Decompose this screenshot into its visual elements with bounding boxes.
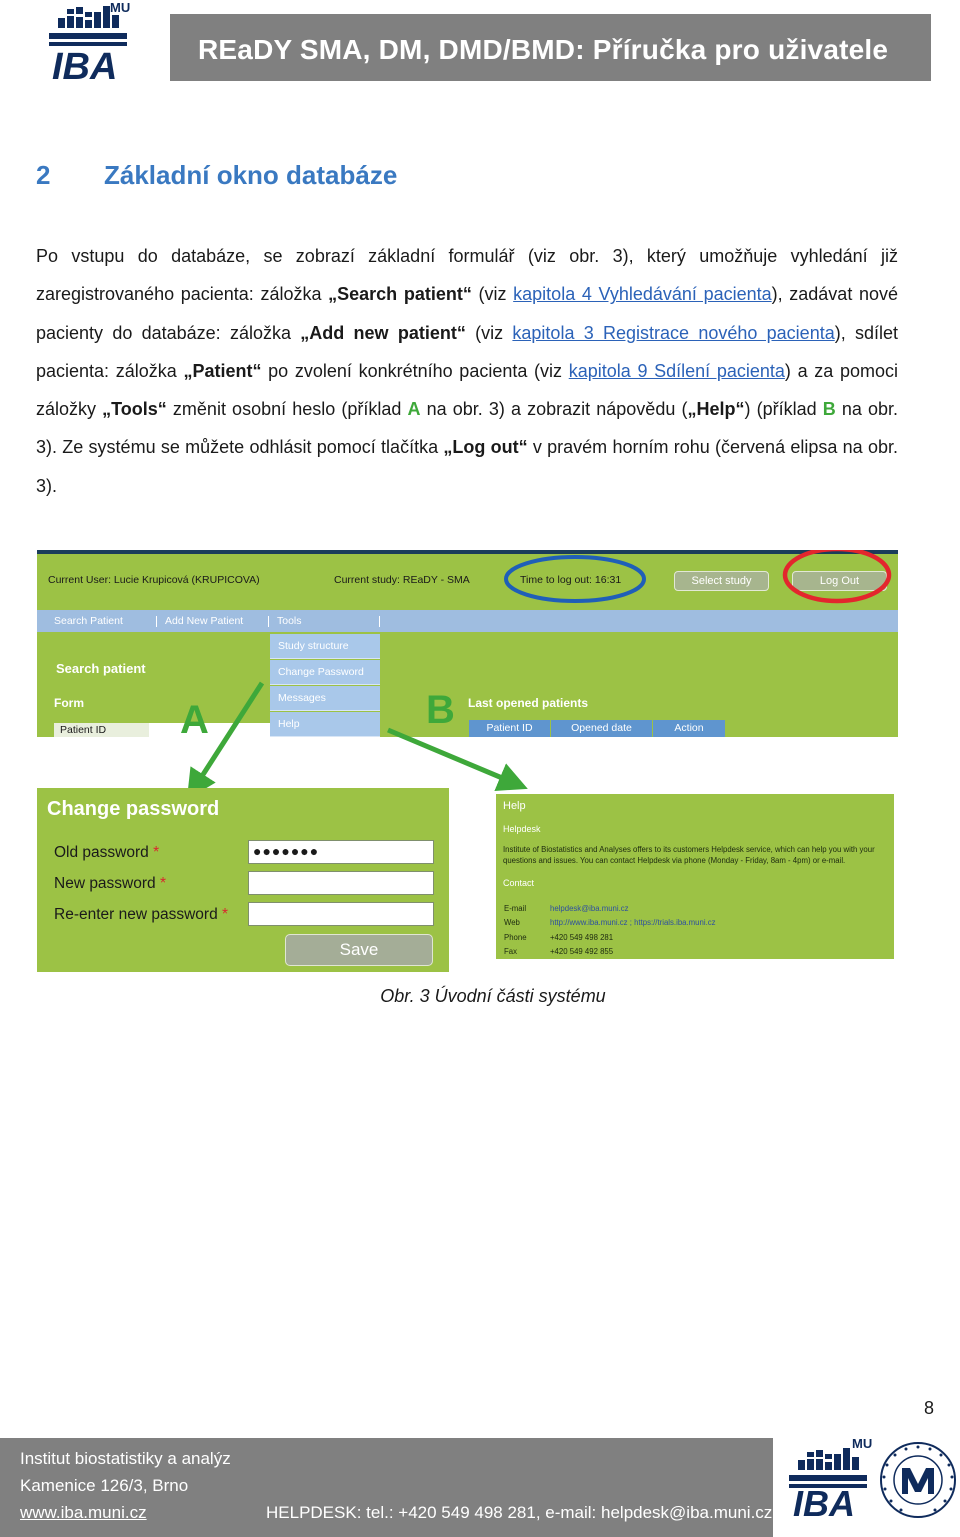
text: na obr. 3) a zobrazit nápovědu (	[420, 399, 688, 420]
last-opened-heading: Last opened patients	[468, 696, 589, 710]
nav-add-new-patient[interactable]: Add New Patient	[165, 615, 244, 627]
col-patient-id[interactable]: Patient ID	[469, 720, 550, 737]
button-name-logout: „Log out“	[443, 437, 528, 458]
col-action[interactable]: Action	[653, 720, 725, 737]
contact-web-key: Web	[504, 918, 520, 927]
footer-web-link[interactable]: www.iba.muni.cz	[20, 1503, 147, 1522]
patient-id-text: Patient ID	[60, 724, 107, 736]
log-out-button[interactable]: Log Out	[792, 571, 887, 591]
reenter-password-input[interactable]	[248, 902, 434, 926]
time-to-logout: Time to log out: 16:31	[520, 574, 622, 586]
link-chapter-4[interactable]: kapitola 4 Vyhledávání pacienta	[513, 284, 772, 305]
select-study-button[interactable]: Select study	[674, 571, 769, 591]
text: ), sdílet pacienta: záložka	[36, 322, 899, 381]
tab-name-help: „Help“	[687, 399, 745, 420]
menu-messages[interactable]: Messages	[270, 686, 380, 711]
text: (viz	[471, 284, 514, 305]
arrow-a	[195, 683, 262, 787]
text: ) (příklad	[744, 399, 823, 420]
label-text: New password	[54, 875, 156, 892]
label-b: B	[426, 688, 455, 732]
text: (viz	[465, 322, 513, 343]
section-number: 2	[36, 160, 51, 190]
contact-title: Contact	[503, 878, 535, 888]
contact-phone-value: +420 549 498 281	[550, 933, 614, 942]
label-text: Re-enter new password	[54, 906, 218, 923]
current-study: Current study: REaDY - SMA	[334, 574, 470, 586]
link-chapter-9[interactable]: kapitola 9 Sdílení pacienta	[568, 360, 785, 381]
helpdesk-text: Institute of Biostatistics and Analyses offers to its customers Helpdesk service, which can help you with your questions and issues. You can contact Helpdesk via phone (Monday - Friday, 8am - 4pm) or e-mail.	[503, 845, 875, 865]
required-star: *	[222, 906, 229, 923]
change-password-panel	[37, 788, 449, 972]
old-password-label	[54, 844, 159, 862]
contact-web-value[interactable]: http://www.iba.muni.cz ; https://trials.iba.muni.cz	[550, 918, 716, 927]
menu-study-structure[interactable]: Study structure	[270, 634, 380, 659]
footer-address: Kamenice 126/3, Brno	[20, 1476, 189, 1495]
new-password-label	[54, 875, 166, 893]
text: ), zadávat nové pacienty do databáze: záložka	[36, 284, 899, 343]
text: změnit osobní heslo (příklad	[166, 399, 408, 420]
contact-phone-key: Phone	[504, 933, 527, 942]
text: ) a za pomoci záložky	[36, 360, 898, 420]
link-chapter-3[interactable]: kapitola 3 Registrace nového pacienta	[512, 322, 835, 343]
contact-fax-value: +420 549 492 855	[550, 947, 614, 956]
tab-name-search: „Search patient“	[328, 284, 472, 305]
help-panel	[496, 794, 894, 959]
logo-iba-text: IBA	[52, 46, 118, 88]
help-title: Help	[503, 800, 526, 812]
footer-helpdesk: HELPDESK: tel.: +420 549 498 281, e-mail: helpdesk@iba.muni.cz	[266, 1503, 773, 1522]
nav-tools[interactable]: Tools	[277, 615, 302, 627]
search-patient-heading: Search patient	[56, 661, 146, 676]
save-button[interactable]: Save	[285, 934, 433, 966]
seal-graphic	[878, 1440, 958, 1520]
text: na obr. 3). Ze systému se můžete odhlásit pomocí tlačítka	[36, 399, 898, 458]
menu-help[interactable]: Help	[270, 712, 380, 737]
footer-logo-mu: MU	[852, 1436, 873, 1451]
menu-change-password[interactable]: Change Password	[270, 660, 380, 685]
university-seal	[878, 1440, 958, 1520]
arrow-b	[388, 730, 514, 783]
text: v pravém horním rohu (červená elipsa na obr. 3).	[36, 437, 898, 496]
marker-a: A	[407, 399, 421, 420]
marker-b: B	[822, 399, 836, 420]
col-opened-date[interactable]: Opened date	[551, 720, 652, 737]
label-text: Old password	[54, 844, 149, 861]
reenter-password-label	[54, 906, 228, 924]
figure-caption: Obr. 3 Úvodní části systému	[380, 986, 606, 1006]
contact-email-value[interactable]: helpdesk@iba.muni.cz	[550, 904, 629, 913]
label-a: A	[180, 698, 209, 742]
required-star: *	[159, 875, 167, 892]
tab-name-patient: „Patient“	[183, 360, 262, 381]
current-user: Current User: Lucie Krupicová (KRUPICOVA)	[48, 574, 260, 586]
tab-name-tools: „Tools“	[102, 399, 167, 420]
required-star: *	[153, 844, 160, 861]
document-title: REaDY SMA, DM, DMD/BMD: Příručka pro uživatele	[198, 34, 889, 65]
section-title: Základní okno databáze	[104, 160, 398, 190]
form-label: Form	[54, 696, 84, 710]
text: Po vstupu do databáze, se zobrazí základní formulář (viz obr. 3), který umožňuje vyhledání již zaregistrovaného pacienta: záložka	[36, 246, 898, 305]
helpdesk-title: Helpdesk	[503, 824, 541, 834]
logo-mu-text: MU	[110, 0, 131, 15]
new-password-input[interactable]	[248, 871, 434, 895]
change-password-title: Change password	[47, 798, 220, 820]
nav-search-patient[interactable]: Search Patient	[54, 615, 123, 627]
text: po zvolení konkrétního pacienta (viz	[261, 360, 569, 381]
tab-name-add: „Add new patient“	[300, 322, 466, 343]
footer-logo-iba: IBA	[793, 1483, 855, 1524]
old-password-input[interactable]: ●●●●●●●	[248, 840, 434, 864]
page-number: 8	[924, 1398, 935, 1418]
contact-email-key: E-mail	[504, 904, 527, 913]
footer-institute: Institut biostatistiky a analýz	[20, 1449, 231, 1468]
contact-fax-key: Fax	[504, 947, 517, 956]
